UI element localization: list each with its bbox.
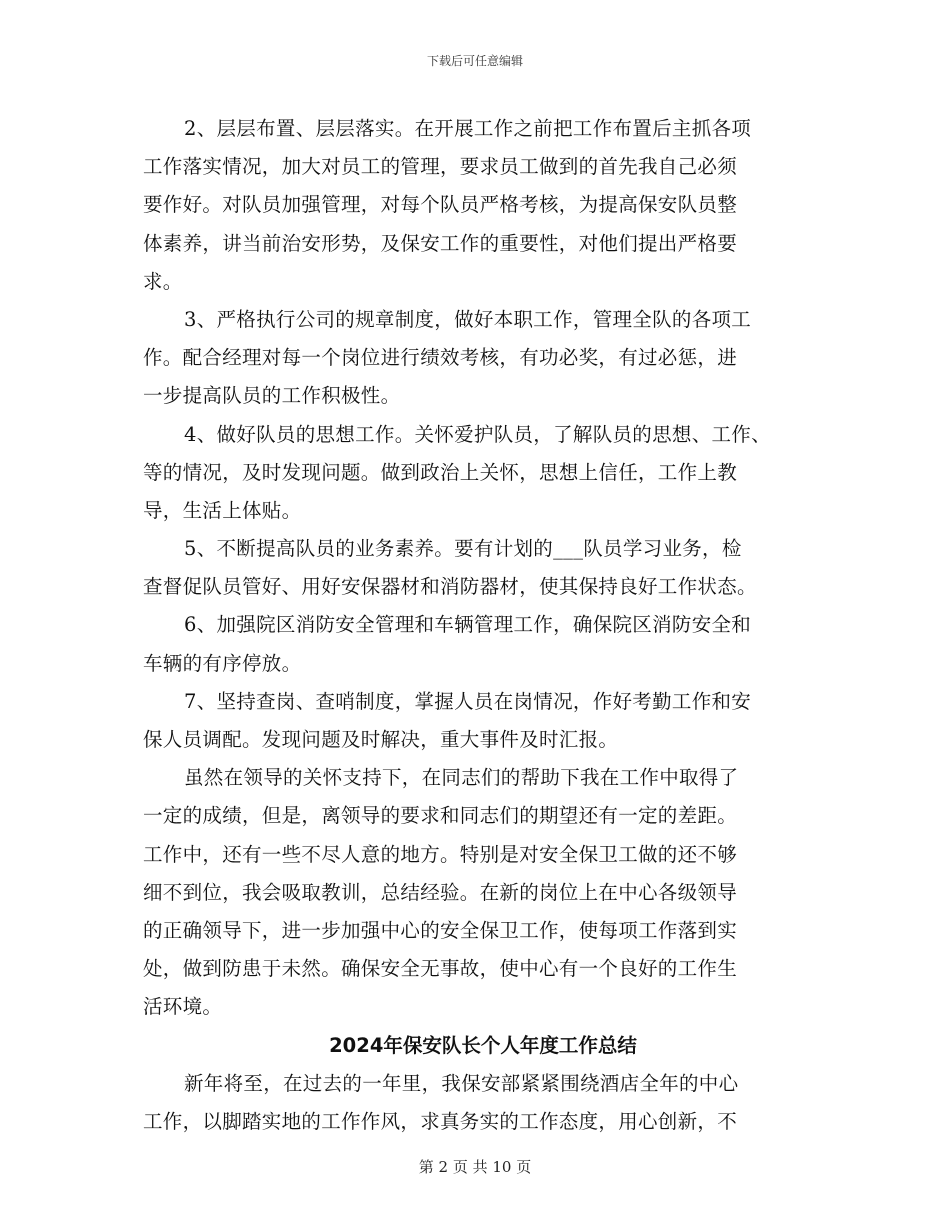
- paragraph-line: 要作好。对队员加强管理，对每个队员严格考核，为提高保安队员整: [143, 193, 738, 217]
- paragraph-line: 体素养，讲当前治安形势，及保安工作的重要性，对他们提出严格要: [143, 231, 738, 255]
- paragraph-line: 工作中，还有一些不尽人意的地方。特别是对安全保卫工做的还不够: [143, 842, 738, 866]
- paragraph-line: 保人员调配。发现问题及时解决，重大事件及时汇报。: [143, 728, 619, 751]
- paragraph-line: 一定的成绩，但是，离领导的要求和同志们的期望还有一定的差距。: [143, 804, 738, 828]
- paragraph-line: 处，做到防患于未然。确保安全无事故，使中心有一个良好的工作生: [143, 957, 738, 981]
- paragraph-line: 3、严格执行公司的规章制度，做好本职工作，管理全队的各项工: [184, 307, 752, 331]
- paragraph-line: 的正确领导下，进一步加强中心的安全保卫工作，使每项工作落到实: [143, 918, 738, 942]
- paragraph-line: 4、做好队员的思想工作。关怀爱护队员，了解队员的思想、工作、: [184, 422, 771, 446]
- page-header: 下载后可任意编辑: [426, 54, 523, 68]
- paragraph-line: 车辆的有序停放。: [143, 651, 302, 675]
- paragraph-line: 工作，以脚踏实地的工作作风，求真务实的工作态度，用心创新，不: [143, 1109, 738, 1133]
- paragraph-line: 新年将至，在过去的一年里，我保安部紧紧围绕酒店全年的中心: [184, 1071, 739, 1095]
- paragraph-line: 导，生活上体贴。: [143, 498, 302, 522]
- page-footer: 第 2 页 共 10 页: [418, 1158, 532, 1176]
- paragraph-line: 7、坚持查岗、查哨制度，掌握人员在岗情况，作好考勤工作和安: [184, 689, 752, 713]
- paragraph-line: 6、加强院区消防安全管理和车辆管理工作，确保院区消防安全和: [184, 613, 752, 637]
- paragraph-line: 作。配合经理对每一个岗位进行绩效考核，有功必奖，有过必惩，进: [143, 346, 738, 370]
- paragraph-line: 求。: [143, 269, 183, 293]
- paragraph-line: 一步提高队员的工作积极性。: [143, 384, 401, 408]
- paragraph-line: 活环境。: [143, 995, 223, 1019]
- paragraph-line: 5、不断提高队员的业务素养。要有计划的___队员学习业务，检: [184, 537, 742, 561]
- paragraph-line: 工作落实情况，加大对员工的管理，要求员工做到的首先我自己必须: [143, 155, 738, 179]
- paragraph-line: 虽然在领导的关怀支持下，在同志们的帮助下我在工作中取得了: [184, 766, 739, 790]
- paragraph-line: 查督促队员管好、用好安保器材和消防器材，使其保持良好工作状态。: [143, 575, 757, 599]
- paragraph-line: 细不到位，我会吸取教训，总结经验。在新的岗位上在中心各级领导: [143, 880, 738, 904]
- document-body: [143, 110, 823, 1141]
- section-heading: 2024年保安队长个人年度工作总结: [329, 1033, 637, 1057]
- paragraph-line: 2、层层布置、层层落实。在开展工作之前把工作布置后主抓各项: [184, 117, 752, 140]
- paragraph-line: 等的情况，及时发现问题。做到政治上关怀，思想上信任，工作上教: [143, 460, 738, 484]
